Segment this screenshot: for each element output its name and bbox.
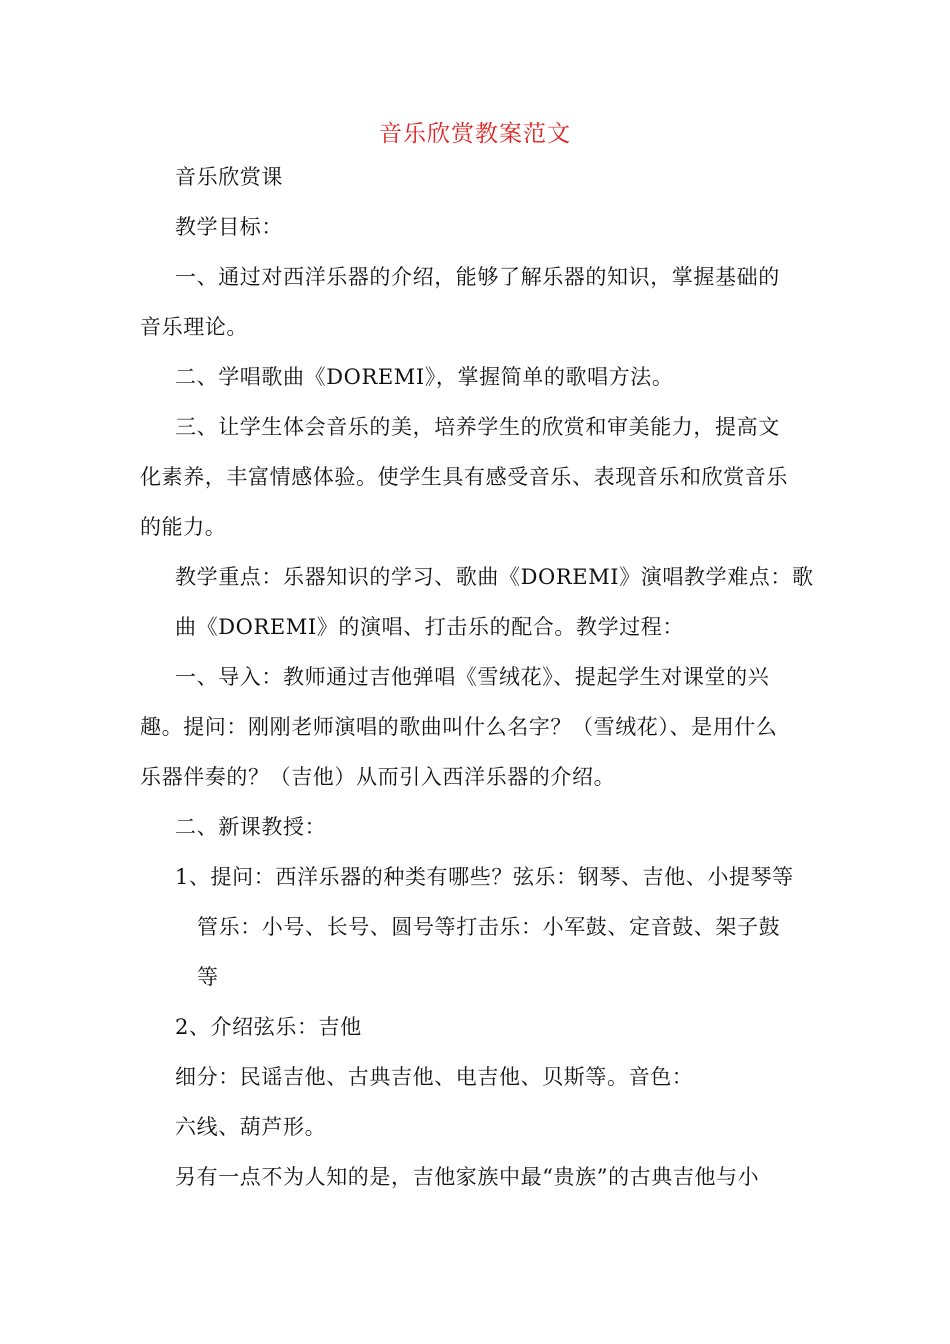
paragraph-line-item-1c: 等 [197, 965, 219, 989]
paragraph-line-intro-b: 趣。提问：刚刚老师演唱的歌曲叫什么名字？（雪绒花）、是用什么 [140, 715, 778, 739]
paragraph-line-key-points-a: 教学重点：乐器知识的学习、歌曲《DOREMI》演唱教学难点：歌 [175, 565, 814, 589]
paragraph-line-objective-1b: 音乐理论。 [140, 315, 248, 339]
paragraph-line-course: 音乐欣赏课 [175, 165, 283, 189]
paragraph-line-item-1b: 管乐：小号、长号、圆号等打击乐：小军鼓、定音鼓、架子鼓 [197, 915, 781, 939]
paragraph-line-new-lesson: 二、新课教授： [175, 815, 327, 839]
paragraph-line-item-2: 2、介绍弦乐：吉他 [175, 1015, 362, 1039]
paragraph-line-classical-guitar: 另有一点不为人知的是，吉他家族中最“贵族”的古典吉他与小 [175, 1165, 760, 1189]
paragraph-line-objective-2: 二、学唱歌曲《DOREMI》，掌握简单的歌唱方法。 [175, 365, 674, 389]
paragraph-line-objective-1a: 一、通过对西洋乐器的介绍，能够了解乐器的知识，掌握基础的 [175, 265, 780, 289]
paragraph-line-intro-c: 乐器伴奏的？（吉他）从而引入西洋乐器的介绍。 [140, 765, 616, 789]
paragraph-line-objective-3b: 化素养，丰富情感体验。使学生具有感受音乐、表现音乐和欣赏音乐 [140, 465, 788, 489]
paragraph-line-key-points-b: 曲《DOREMI》的演唱、打击乐的配合。教学过程： [175, 615, 684, 639]
paragraph-line-objective-3a: 三、让学生体会音乐的美，培养学生的欣赏和审美能力，提高文 [175, 415, 780, 439]
paragraph-line-intro-a: 一、导入：教师通过吉他弹唱《雪绒花》、提起学生对课堂的兴 [175, 665, 770, 689]
document-title: 音乐欣赏教案范文 [379, 121, 571, 147]
paragraph-line-item-1a: 1、提问：西洋乐器的种类有哪些？弦乐：钢琴、吉他、小提琴等 [175, 865, 794, 889]
paragraph-line-subdivision: 细分：民谣吉他、古典吉他、电吉他、贝斯等。音色： [175, 1065, 694, 1089]
paragraph-line-objectives-heading: 教学目标： [175, 215, 283, 239]
paragraph-line-objective-3c: 的能力。 [140, 515, 227, 539]
paragraph-line-shape: 六线、葫芦形。 [175, 1115, 327, 1139]
